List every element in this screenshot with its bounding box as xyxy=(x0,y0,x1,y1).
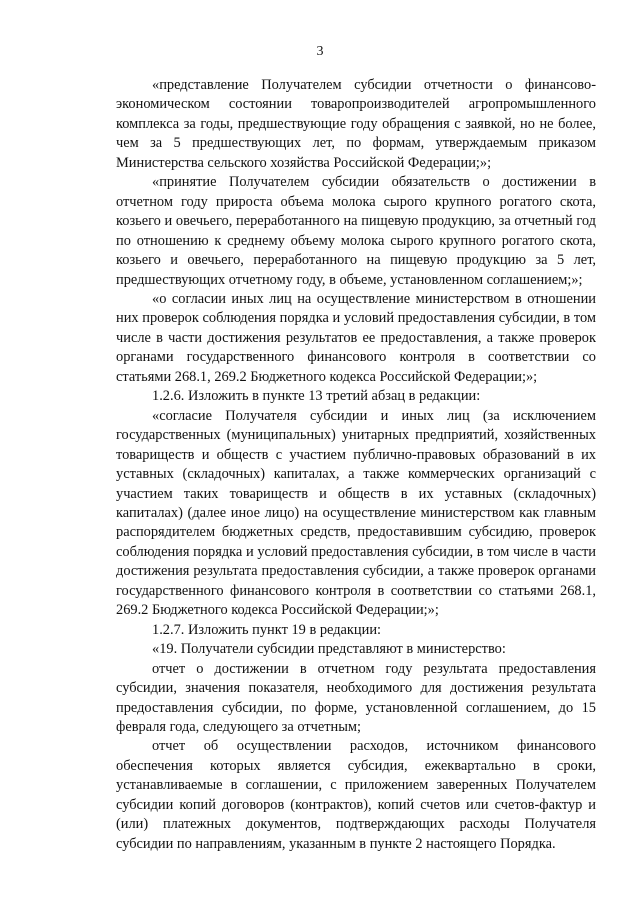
paragraph-consent-inspections: «о согласии иных лиц на осуществление министерством в отношении них проверок соблюдения порядка и условий предоставления субсидии, в том числе в части достижения результатов ее предоставления, а также проверок органами государственного финансового контроля в соответствии со статьями 268.1, 269.2 Бюджетного кодекса Российской Федерации;»; xyxy=(116,290,596,385)
paragraph-expenses-report: отчет об осуществлении расходов, источником финансового обеспечения которых является субсидия, ежеквартально в сроки, устанавливаемые в соглашении, с приложением заверенных Получателем субсидии копий договоров (контрактов), копий счетов или счетов-фактур и (или) платежных документов, подтверждающих расходы Получателя субсидии по направлениям, указанным в пункте 2 настоящего Порядка. xyxy=(116,738,596,852)
paragraph-milk-volume-obligation: «принятие Получателем субсидии обязательств о достижении в отчетном году прироста объема молока сырого крупного рогатого скота, козьего и овечьего, переработанного на пищевую продукцию, за отчетный год по отношению к среднему объему молока сырого крупного рогатого скота, козьего и овечьего, переработанного на пищевую продукцию за 5 лет, предшествующих отчетному году, в объеме, установленном соглашением;»; xyxy=(116,174,596,288)
page-number: 3 xyxy=(316,44,324,59)
paragraph-clause-1-2-6: 1.2.6. Изложить в пункте 13 третий абзац в редакции: xyxy=(152,388,481,405)
document-body xyxy=(116,76,596,854)
paragraph-reporting-financial-state: «представление Получателем субсидии отчетности о финансово-экономическом состоянии товаропроизводителей агропромышленного комплекса за годы, предшествующие году обращения с заявкой, но не более, чем за 5 предшествующих лет, по формам, утверждаемым приказом Министерства сельского хозяйства Российской Федерации;»; xyxy=(116,77,596,171)
paragraph-item-19: «19. Получатели субсидии представляют в министерство: xyxy=(152,641,506,658)
paragraph-clause-1-2-7: 1.2.7. Изложить пункт 19 в редакции: xyxy=(152,621,382,638)
paragraph-consent-recipient-others: «согласие Получателя субсидии и иных лиц (за исключением государственных (муниципальных) унитарных предприятий, хозяйственных товариществ и обществ с участием публично-правовых образований в их уставных (складочных) капиталах, а также коммерческих организаций с участием таких товариществ и обществ в их уставных (складочных) капиталах) (далее иное лицо) на осуществление министерством как главным распорядителем бюджетных средств, предоставившим субсидию, проверок соблюдения порядка и условий предоставления субсидии, в том числе в части достижения результата предоставления субсидии, а также проверок органами государственного финансового контроля в соответствии со статьями 268.1, 269.2 Бюджетного кодекса Российской Федерации;»; xyxy=(116,407,596,619)
paragraph-result-report: отчет о достижении в отчетном году результата предоставления субсидии, значения показателя, необходимого для достижения результата предоставления субсидии, по форме, установленной соглашением, до 15 февраля года, следующего за отчетным; xyxy=(116,660,596,735)
